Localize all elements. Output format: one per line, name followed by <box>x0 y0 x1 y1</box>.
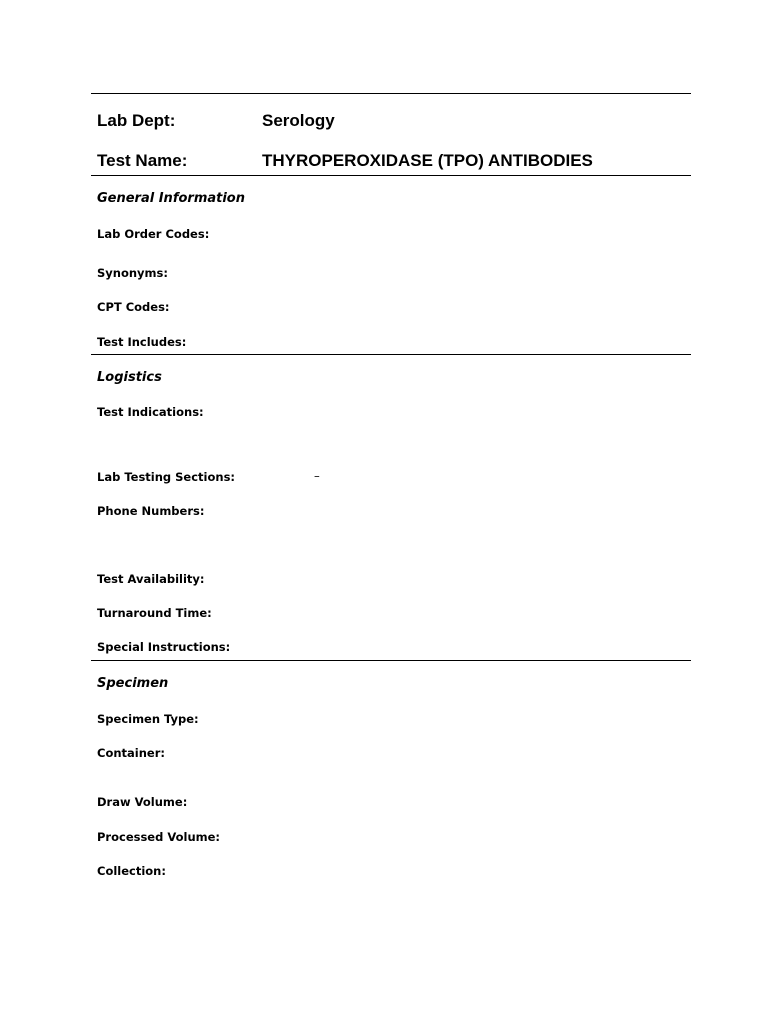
lab-dept-label: Lab Dept: <box>97 111 176 130</box>
field-label-processed-volume: Processed Volume: <box>97 830 221 844</box>
section-title-general-information: General Information <box>97 191 245 206</box>
field-label-test-includes: Test Includes: <box>97 335 187 349</box>
field-label-collection: Collection: <box>97 864 166 878</box>
top-rule <box>91 93 691 94</box>
field-label-synonyms: Synonyms: <box>97 266 168 280</box>
field-label-test-indications: Test Indications: <box>97 405 204 419</box>
field-label-lab-order-codes: Lab Order Codes: <box>97 227 210 241</box>
field-label-draw-volume: Draw Volume: <box>97 795 188 809</box>
test-name-label: Test Name: <box>97 151 188 170</box>
general-information-divider <box>91 354 691 355</box>
field-label-special-instructions: Special Instructions: <box>97 640 231 654</box>
field-label-specimen-type: Specimen Type: <box>97 712 199 726</box>
field-label-turnaround-time: Turnaround Time: <box>97 606 212 620</box>
field-label-container: Container: <box>97 746 165 760</box>
field-label-lab-testing-sections: Lab Testing Sections: <box>97 470 236 484</box>
field-value-lab-testing-sections: – <box>314 469 320 483</box>
section-title-specimen: Specimen <box>97 676 169 691</box>
header-divider <box>91 175 691 176</box>
lab-dept-value: Serology <box>262 111 335 130</box>
test-name-value: THYROPEROXIDASE (TPO) ANTIBODIES <box>262 151 593 170</box>
field-label-test-availability: Test Availability: <box>97 572 205 586</box>
logistics-divider <box>91 660 691 661</box>
section-title-logistics: Logistics <box>97 370 162 385</box>
field-label-phone-numbers: Phone Numbers: <box>97 504 205 518</box>
field-label-cpt-codes: CPT Codes: <box>97 300 170 314</box>
